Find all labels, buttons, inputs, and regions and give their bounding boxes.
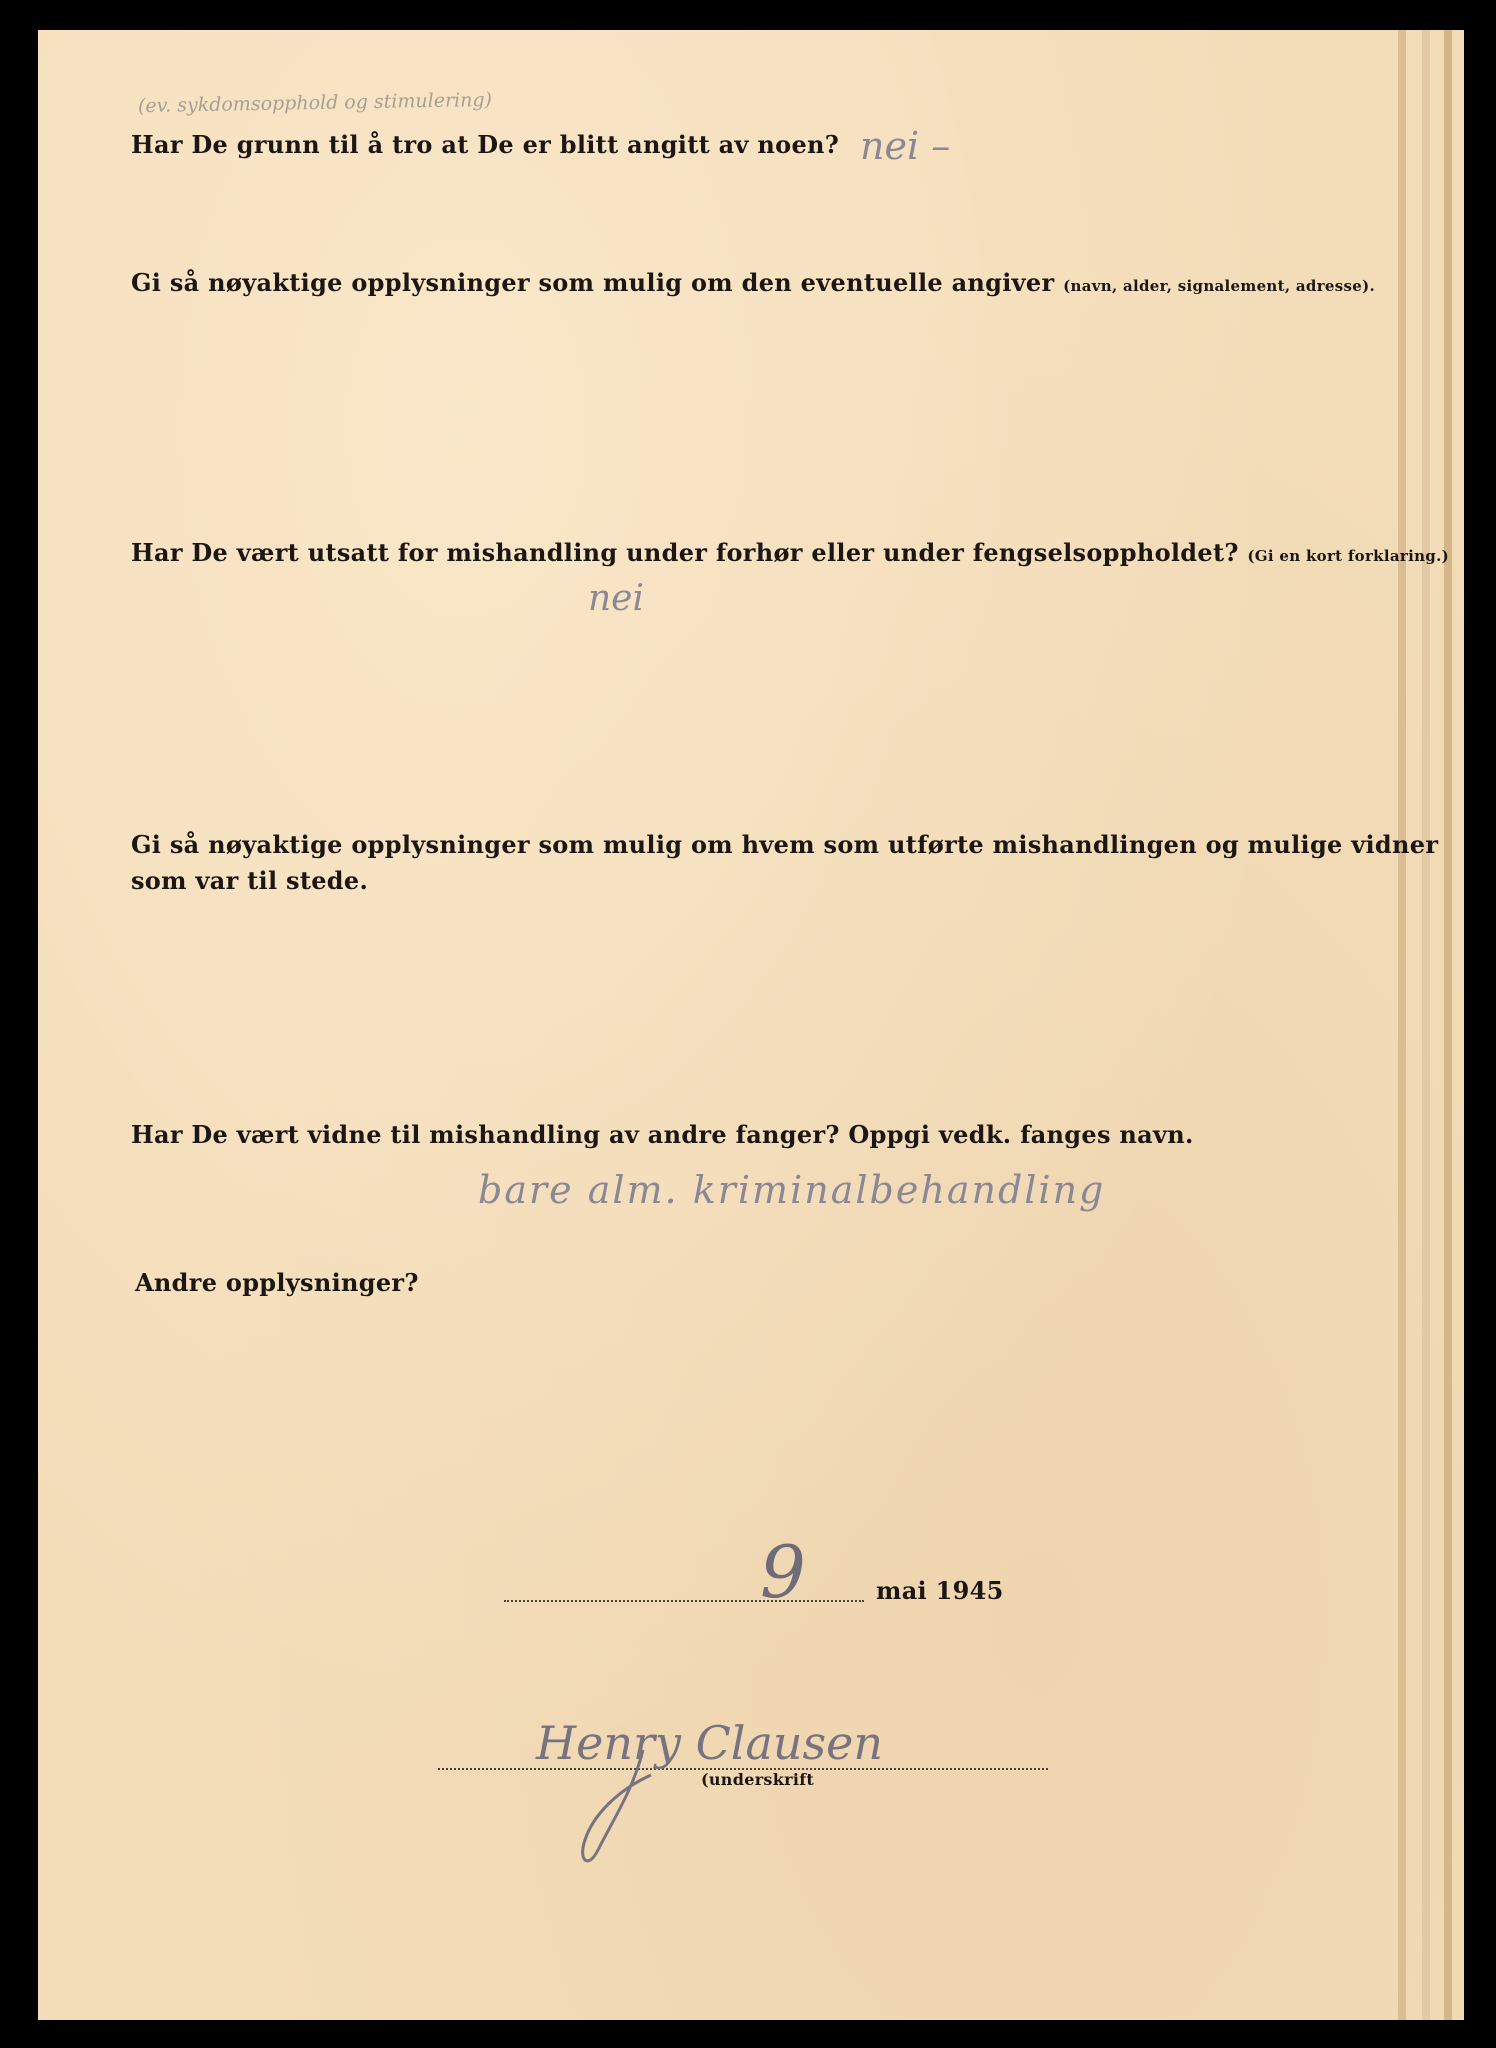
answer-angitt: nei – xyxy=(860,124,951,168)
question-andre-opplysninger: Andre opplysninger? xyxy=(135,1268,419,1297)
question-angiver-hint: (navn, alder, signalement, adresse). xyxy=(1063,277,1376,295)
question-vidne: Har De vært vidne til mishandling av andre fanger? Oppgi vedk. fanges navn. xyxy=(131,1120,1194,1149)
question-angiver-text: Gi så nøyaktige opplysninger som mulig om den eventuelle angiver xyxy=(131,268,1055,297)
answer-mishandling: nei xyxy=(588,578,645,619)
signature-flourish xyxy=(573,1720,693,1870)
question-mishandling xyxy=(131,538,1449,567)
signature-label: (underskrift xyxy=(701,1770,815,1789)
page-edge-strip xyxy=(1444,30,1452,2020)
faint-pencil-note: (ev. sykdomsopphold og stimulering) xyxy=(137,88,493,118)
page-edge-strip xyxy=(1422,30,1430,2020)
question-angitt: Har De grunn til å tro at De er blitt angitt av noen? xyxy=(131,130,840,159)
question-mishandling-perpetrators-line1: Gi så nøyaktige opplysninger som mulig om hvem som utførte mishandlingen og mulige vidner xyxy=(131,830,1439,859)
signature-handwritten: Henry Clausen xyxy=(536,1716,883,1770)
date-day-handwritten: 9 xyxy=(760,1530,806,1614)
answer-vidne: bare alm. kriminalbehandling xyxy=(478,1168,1106,1212)
date-month-year: mai 1945 xyxy=(876,1576,1004,1605)
question-angiver-details xyxy=(131,268,1375,297)
document-sheet xyxy=(38,30,1464,2020)
page-edge-strip xyxy=(1398,30,1406,2020)
date-dotted-line xyxy=(504,1600,864,1602)
question-mishandling-hint: (Gi en kort forklaring.) xyxy=(1247,547,1450,565)
question-mishandling-perpetrators-line2: som var til stede. xyxy=(131,866,369,895)
question-mishandling-text: Har De vært utsatt for mishandling under forhør eller under fengselsoppholdet? xyxy=(131,538,1239,567)
